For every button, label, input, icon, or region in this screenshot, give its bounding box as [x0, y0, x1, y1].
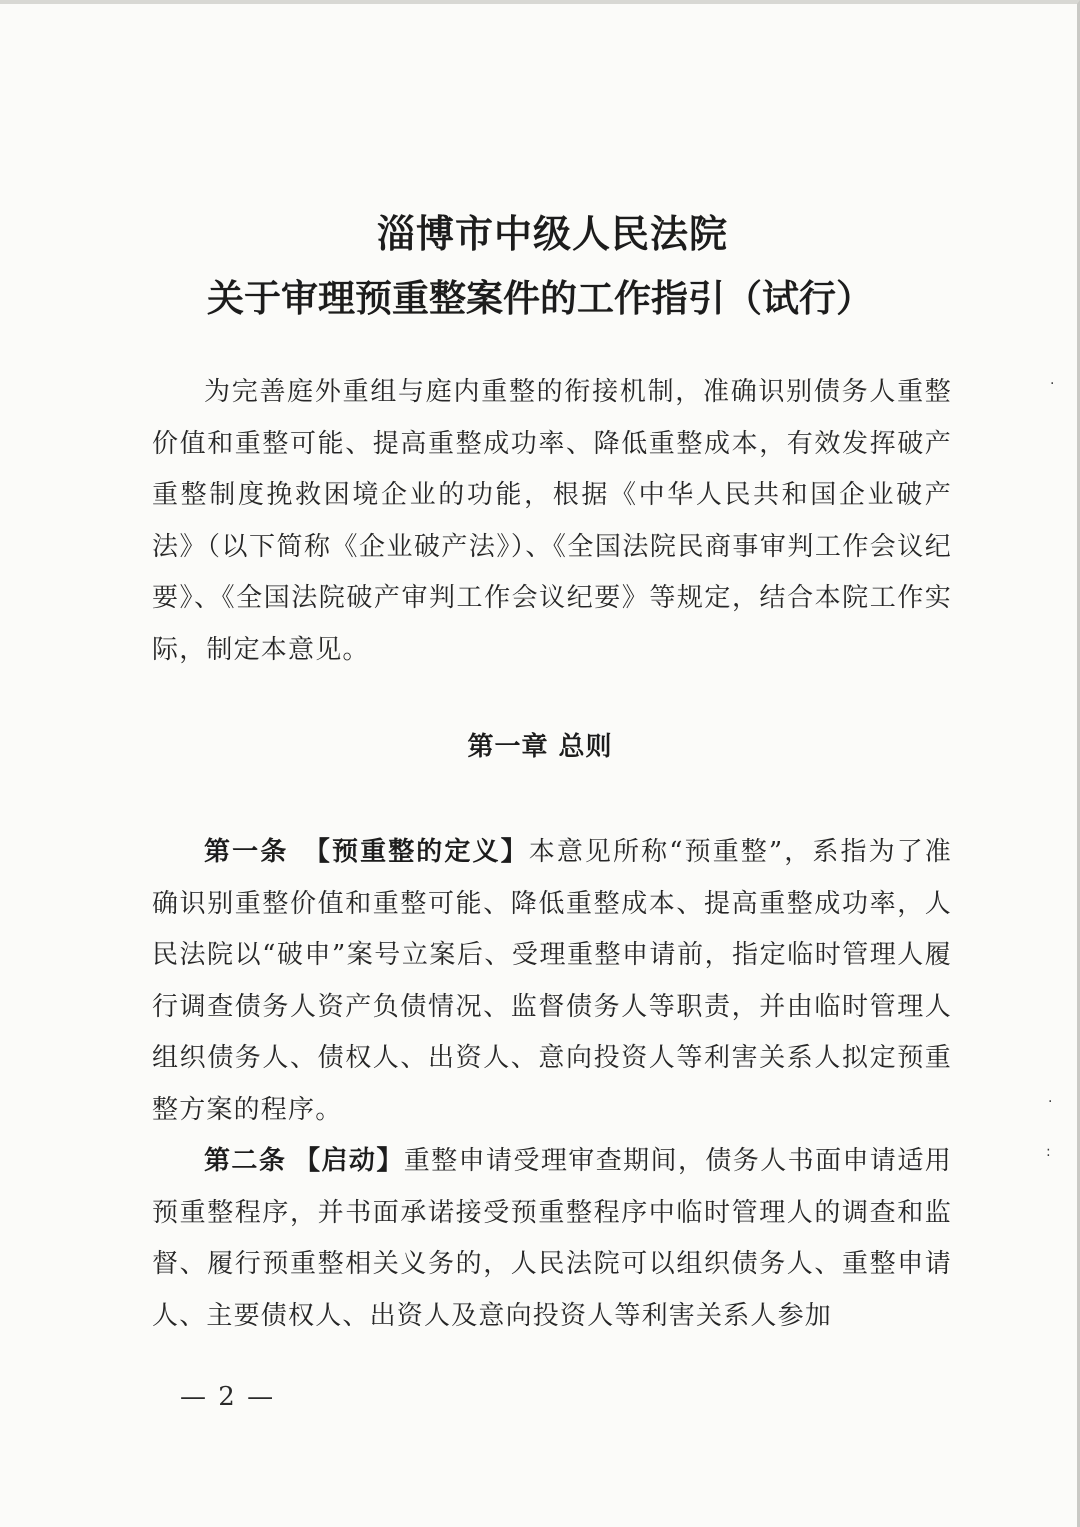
article-paragraph [152, 1136, 952, 1342]
article-paragraph [152, 827, 952, 1136]
scan-speck: : [1046, 1144, 1051, 1160]
article-text: 本意见所称“预重整”，系指为了准确识别重整价值和重整可能、降低重整成本、提高重整成功率，人民法院以“破申”案号立案后、受理重整申请前，指定临时管理人履行调查债务人资产负债情况、监督债务人等职责，并由临时管理人组织债务人、债权人、出资人、意向投资人等利害关系人拟定预重整方案的程序。 [152, 837, 952, 1125]
article-heading: 【预重整的定义】 [303, 837, 529, 867]
document-title [0, 204, 1080, 328]
article-number: 第一条 [204, 837, 289, 867]
articles-section [152, 827, 952, 1342]
scan-speck: · [1048, 1094, 1053, 1110]
preamble-paragraph: 为完善庭外重组与庭内重整的衔接机制，准确识别债务人重整价值和重整可能、提高重整成功率、降低重整成本，有效发挥破产重整制度挽救困境企业的功能，根据《中华人民共和国企业破产法》（以下简称《企业破产法》）、《全国法院民商事审判工作会议纪要》、《全国法院破产审判工作会议纪要》等规定，结合本院工作实际，制定本意见。 [152, 377, 952, 665]
page-number: — 2 — [180, 1382, 276, 1412]
article-text: 重整申请受理审查期间，债务人书面申请适用预重整程序，并书面承诺接受预重整程序中临时管理人的调查和监督、履行预重整相关义务的，人民法院可以组织债务人、重整申请人、主要债权人、出资人及意向投资人等利害关系人参加 [152, 1146, 952, 1331]
title-court-name: 淄博市中级人民法院 [376, 211, 728, 256]
article-number: 第二条 [204, 1146, 287, 1176]
chapter-heading: 第一章 总则 [467, 732, 613, 762]
scan-speck: · [1050, 376, 1055, 392]
title-subject: 关于审理预重整案件的工作指引（试行） [207, 276, 873, 320]
preamble-section [152, 367, 952, 676]
article-heading: 【启动】 [294, 1146, 404, 1176]
